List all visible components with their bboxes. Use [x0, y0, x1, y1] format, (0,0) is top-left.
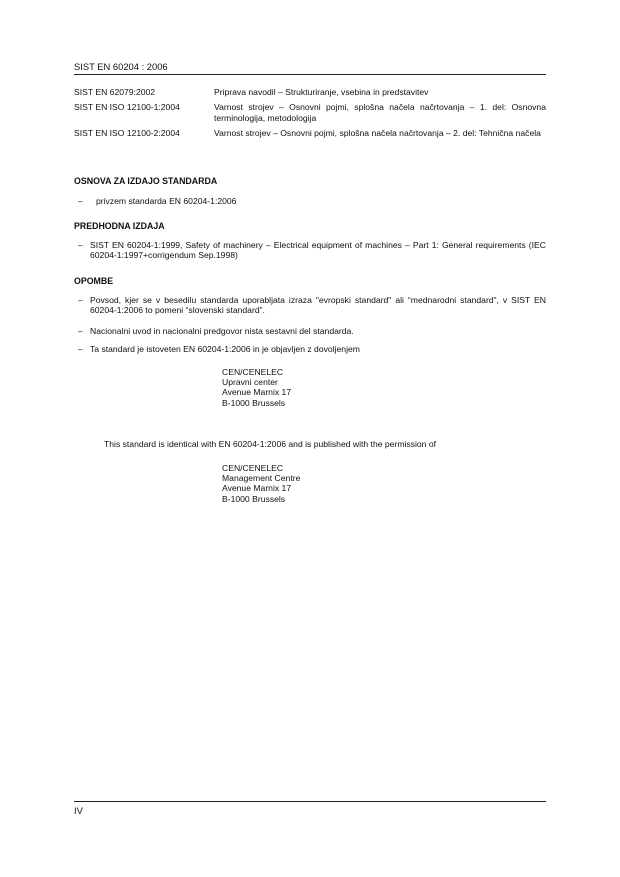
address-line: Avenue Marnix 17: [222, 483, 292, 494]
page-number: IV: [74, 805, 83, 816]
reference-list: [74, 87, 546, 144]
footer-rule: [74, 801, 546, 802]
section-heading-predhodna: PREDHODNA IZDAJA: [74, 221, 165, 231]
list-item: [74, 326, 546, 336]
list-item-text: Povsod, kjer se v besedilu standarda uporabljata izraza "evropski standard" ali “mednarodni standard”, v SIST EN 60204-1:2006 to pomeni “slovenski standard”.: [90, 295, 546, 316]
list-item: [74, 344, 546, 354]
list-item-text: SIST EN 60204-1:1999, Safety of machinery – Electrical equipment of machines – Part 1: General requirements (IEC 60204-1:1997+corrigendum Sep.1998): [90, 240, 546, 261]
reference-item: [74, 87, 546, 97]
address-line: B-1000 Brussels: [222, 397, 286, 408]
reference-title: Varnost strojev – Osnovni pojmi, splošna načela načrtovanja – 2. del: Tehnična načela: [214, 128, 541, 139]
reference-code: SIST EN ISO 12100-2:2004: [74, 128, 180, 139]
dash-bullet: –: [78, 295, 83, 305]
list-item: [74, 240, 546, 261]
reference-title: Varnost strojev – Osnovni pojmi, splošna načela načrtovanja – 1. del: Osnovna terminologija, metodologija: [214, 102, 546, 123]
address-block-sl: [222, 367, 291, 408]
list-item-text: Nacionalni uvod in nacionalni predgovor nista sestavni del standarda.: [90, 326, 354, 336]
dash-bullet: –: [78, 326, 83, 336]
list-item: [74, 196, 546, 206]
dash-bullet: –: [78, 240, 83, 250]
dash-bullet: –: [78, 196, 83, 206]
dash-bullet: –: [78, 344, 83, 354]
address-block-en: [222, 463, 300, 504]
reference-code: SIST EN ISO 12100-1:2004: [74, 102, 180, 113]
address-line: B-1000 Brussels: [222, 493, 286, 504]
section-heading-opombe: OPOMBE: [74, 276, 114, 286]
address-line: Management Centre: [222, 473, 301, 484]
reference-item: [74, 102, 546, 123]
reference-title: Priprava navodil – Strukturiranje, vsebina in predstavitev: [214, 87, 429, 97]
address-line: Avenue Marnix 17: [222, 387, 292, 398]
list-item-text: Ta standard je istoveten EN 60204-1:2006 in je objavljen z dovoljenjem: [90, 344, 360, 354]
address-line: CEN/CENELEC: [222, 367, 284, 377]
address-line: CEN/CENELEC: [222, 463, 284, 473]
header-rule: [74, 74, 546, 75]
address-line: Upravni center: [222, 377, 278, 388]
reference-item: [74, 128, 546, 138]
permission-statement: This standard is identical with EN 60204-1:2006 and is published with the permission of: [104, 439, 437, 449]
section-heading-osnova: OSNOVA ZA IZDAJO STANDARDA: [74, 176, 218, 186]
reference-code: SIST EN 62079:2002: [74, 87, 156, 97]
document-page: [74, 0, 546, 877]
list-item: [74, 295, 546, 316]
running-header: SIST EN 60204 : 2006: [74, 61, 168, 72]
list-item-text: privzem standarda EN 60204-1:2006: [96, 196, 237, 206]
